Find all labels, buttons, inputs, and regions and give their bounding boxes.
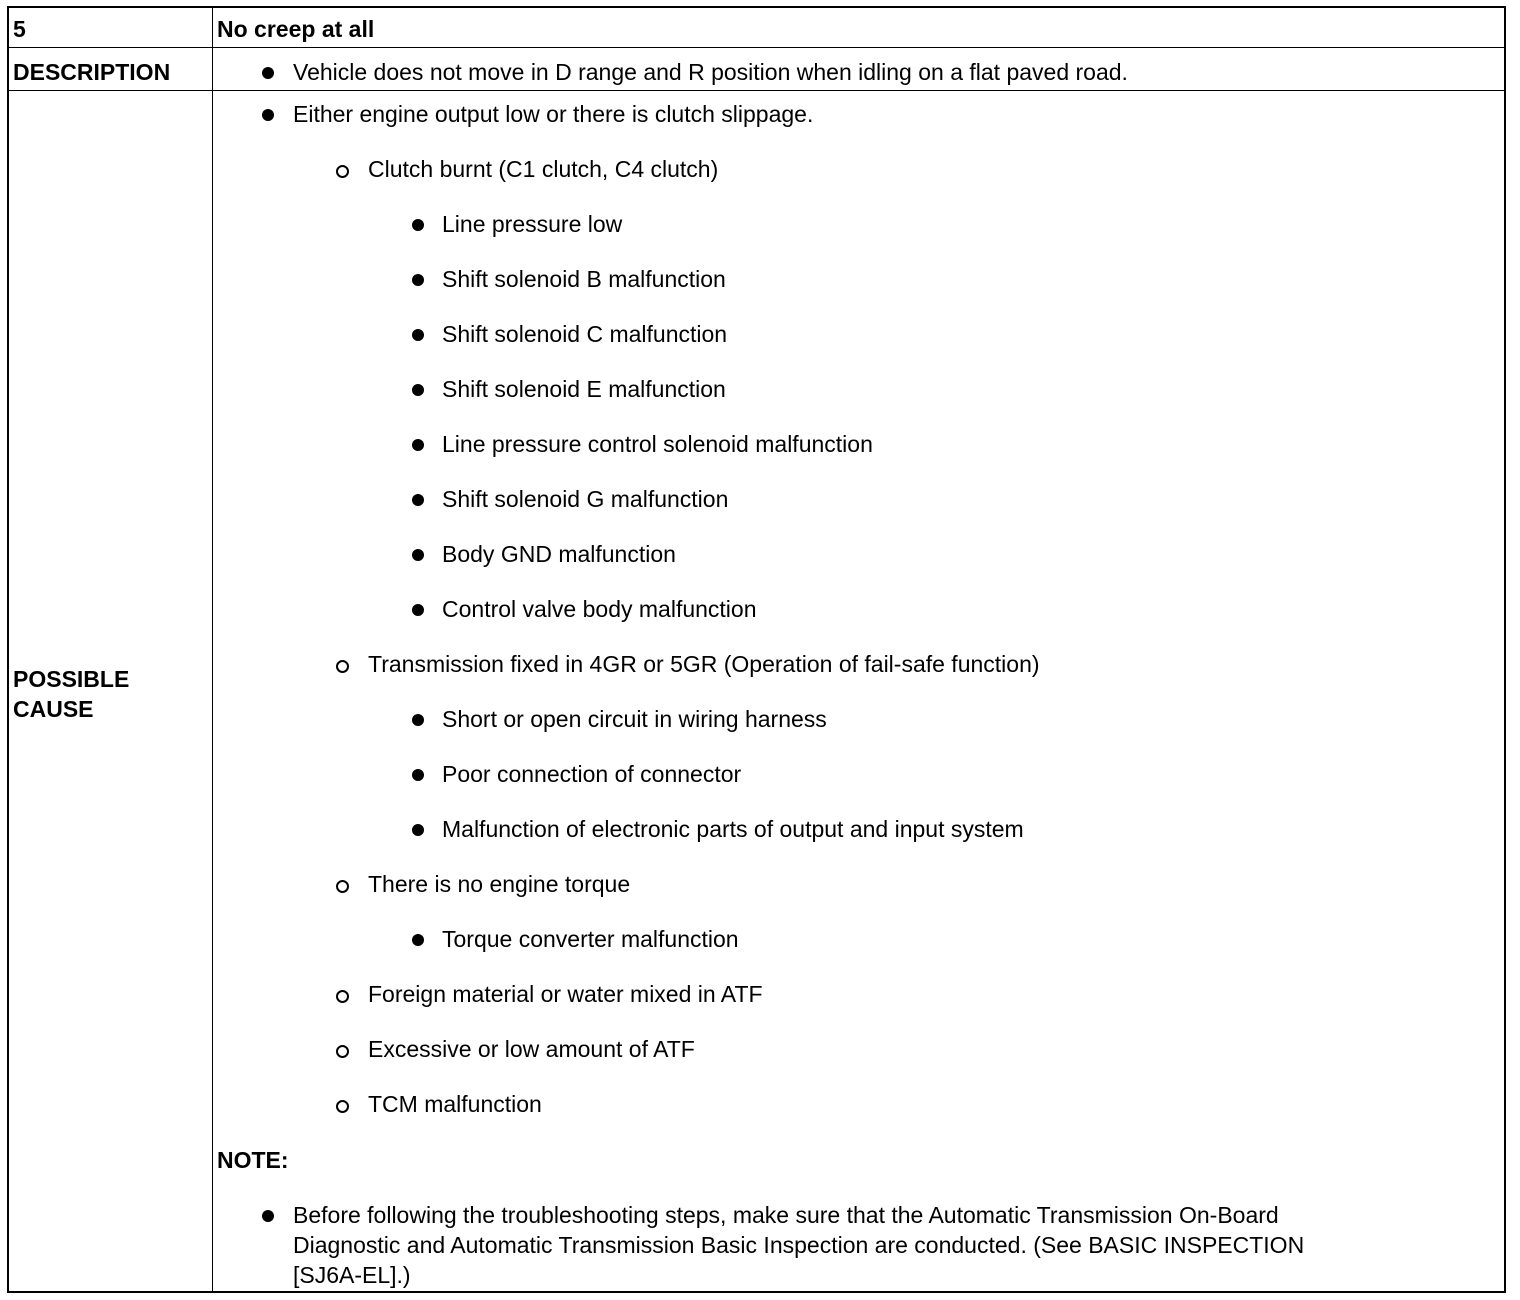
note-line: Before following the troubleshooting steps, make sure that the Automatic Transmission On-Board [293, 1202, 1279, 1228]
row-divider [9, 90, 1504, 91]
symptom-title: No creep at all [217, 16, 375, 42]
bullet-icon [412, 824, 424, 836]
hollow-bullet-icon [336, 165, 349, 178]
bullet-icon [262, 109, 274, 121]
note-line: Diagnostic and Automatic Transmission Basic Inspection are conducted. (See BASIC INSPECTION [293, 1232, 1305, 1258]
cause-group-text: There is no engine torque [368, 871, 631, 897]
row-divider [9, 47, 1504, 48]
troubleshooting-table [7, 6, 1506, 1293]
hollow-bullet-icon [336, 1045, 349, 1058]
bullet-icon [412, 549, 424, 561]
bullet-icon [412, 439, 424, 451]
possible-cause-label-line1: POSSIBLE [13, 666, 130, 692]
bullet-icon [412, 329, 424, 341]
bullet-icon [412, 604, 424, 616]
cause-group-text: Transmission fixed in 4GR or 5GR (Operation of fail-safe function) [368, 651, 1040, 677]
bullet-icon [412, 219, 424, 231]
cause-group-text: Clutch burnt (C1 clutch, C4 clutch) [368, 156, 719, 182]
cause-item-text: Shift solenoid E malfunction [442, 376, 726, 402]
cause-item-text: Control valve body malfunction [442, 596, 757, 622]
hollow-bullet-icon [336, 990, 349, 1003]
cause-group-text: Foreign material or water mixed in ATF [368, 981, 763, 1007]
cause-group-text: TCM malfunction [368, 1091, 542, 1117]
cause-item-text: Line pressure low [442, 211, 623, 237]
bullet-icon [412, 714, 424, 726]
bullet-icon [412, 384, 424, 396]
cause-item-text: Malfunction of electronic parts of output and input system [442, 816, 1024, 842]
bullet-icon [412, 769, 424, 781]
row-number: 5 [13, 16, 26, 42]
cause-item-text: Shift solenoid B malfunction [442, 266, 726, 292]
possible-cause-label-line2: CAUSE [13, 696, 94, 722]
cause-item-text: Short or open circuit in wiring harness [442, 706, 827, 732]
column-divider [212, 8, 213, 1291]
main-cause-text: Either engine output low or there is clutch slippage. [293, 101, 814, 127]
hollow-bullet-icon [336, 880, 349, 893]
bullet-icon [412, 274, 424, 286]
note-line: [SJ6A-EL].) [293, 1262, 411, 1288]
description-text: Vehicle does not move in D range and R position when idling on a flat paved road. [293, 59, 1128, 85]
cause-group-text: Excessive or low amount of ATF [368, 1036, 695, 1062]
bullet-icon [412, 934, 424, 946]
cause-item-text: Body GND malfunction [442, 541, 676, 567]
bullet-icon [412, 494, 424, 506]
cause-item-text: Shift solenoid G malfunction [442, 486, 729, 512]
hollow-bullet-icon [336, 1100, 349, 1113]
note-label: NOTE: [217, 1147, 289, 1173]
hollow-bullet-icon [336, 660, 349, 673]
cause-item-text: Shift solenoid C malfunction [442, 321, 728, 347]
bullet-icon [262, 1210, 274, 1222]
cause-item-text: Torque converter malfunction [442, 926, 739, 952]
cause-item-text: Poor connection of connector [442, 761, 742, 787]
description-label: DESCRIPTION [13, 59, 171, 85]
cause-item-text: Line pressure control solenoid malfunction [442, 431, 873, 457]
bullet-icon [262, 67, 274, 79]
